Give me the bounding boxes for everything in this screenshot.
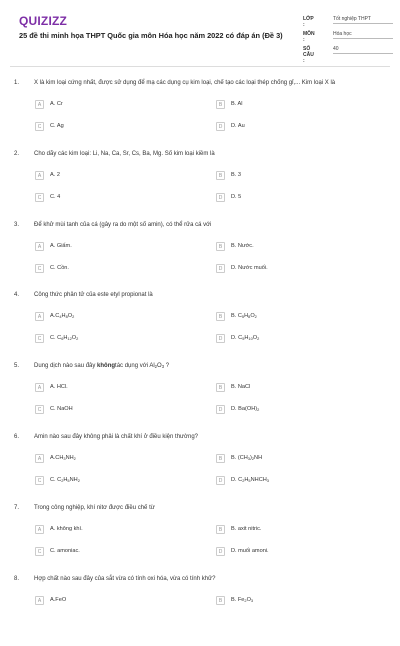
option-letter-box: B: [216, 525, 225, 534]
option-letter-box: C: [35, 264, 44, 273]
option-letter-box: C: [35, 334, 44, 343]
option-text: D. $Ba(OH)_2$: [231, 406, 260, 413]
answer-option-b[interactable]: [216, 596, 366, 608]
question-number: 7.: [14, 504, 20, 511]
option-text: D. Nước muối.: [231, 264, 268, 271]
answer-option-a[interactable]: [35, 525, 185, 537]
question-1: [0, 80, 400, 150]
answer-option-c[interactable]: [35, 193, 185, 205]
worksheet-title: 25 đề thi minh họa THPT Quốc gia môn Hóa học năm 2022 có đáp án (Đề 3): [19, 31, 283, 40]
question-2: [0, 151, 400, 221]
question-8: [0, 576, 400, 646]
option-letter-box: B: [216, 171, 225, 180]
option-text: A. Giấm.: [50, 242, 72, 249]
option-letter-box: C: [35, 476, 44, 485]
question-text: Để khử mùi tanh của cá (gây ra do một số amin), có thể rửa cá với: [34, 221, 212, 228]
option-letter-box: B: [216, 454, 225, 463]
option-text: C. NaOH: [50, 406, 73, 413]
answer-option-b[interactable]: [216, 454, 366, 466]
option-letter-box: B: [216, 242, 225, 251]
option-text: B. $Fe_2O_3$: [231, 596, 254, 603]
answer-option-d[interactable]: [216, 334, 366, 346]
answer-option-b[interactable]: [216, 171, 366, 183]
option-text: D. Au: [231, 123, 245, 129]
question-text: X là kim loại cứng nhất, được sử dụng để mạ các dụng cụ kim loại, chế tạo các loại thép chống gỉ,... Kim loại X là: [34, 80, 336, 86]
option-text: C. Cồn.: [50, 264, 69, 271]
question-number: 6.: [14, 434, 20, 440]
option-letter-box: C: [35, 547, 44, 556]
question-7: [0, 505, 400, 575]
option-letter-box: D: [216, 476, 225, 485]
answer-option-c[interactable]: [35, 334, 185, 346]
option-letter-box: D: [216, 122, 225, 131]
option-text: A.FeO: [50, 596, 67, 603]
option-text: C. $C_2H_5NH_2$: [50, 477, 80, 483]
meta-subject-value: Hóa học: [333, 31, 393, 39]
question-text: Amin nào sau đây không phải là chất khí ở điều kiện thường?: [34, 434, 198, 440]
option-text: B. NaCl: [231, 384, 251, 391]
option-text: B. $C_5H_8O_2$: [231, 313, 257, 320]
meta-class-label: LỚP :: [303, 16, 314, 28]
question-number: 3.: [14, 221, 20, 228]
question-3: [0, 222, 400, 292]
option-letter-box: D: [216, 334, 225, 343]
question-text: Trong công nghiệp, khí nitơ được điều chế từ: [34, 504, 155, 511]
answer-option-c[interactable]: [35, 476, 185, 488]
option-letter-box: D: [216, 405, 225, 414]
answer-option-d[interactable]: [216, 476, 366, 488]
option-text: $A.C_4H_8O_2$: [50, 313, 75, 320]
answer-option-b[interactable]: [216, 383, 366, 395]
option-text: B. Nước.: [231, 242, 254, 249]
option-letter-box: B: [216, 100, 225, 109]
question-number: 2.: [14, 150, 20, 157]
answer-option-a[interactable]: [35, 596, 185, 608]
question-number: 1.: [14, 80, 20, 86]
question-4: [0, 292, 400, 362]
option-text: A. không khí.: [50, 525, 83, 532]
option-text: C. $C_6H_{12}O_2$: [50, 335, 79, 342]
option-letter-box: A: [35, 171, 44, 180]
question-6: [0, 434, 400, 504]
meta-count-label: SỐ CÂU :: [303, 46, 314, 64]
option-letter-box: A: [35, 242, 44, 251]
option-letter-box: A: [35, 383, 44, 392]
question-text: Công thức phân tử của este etyl propionat là: [34, 292, 153, 299]
option-text: B. Al: [231, 101, 243, 107]
meta-subject-label: MÔN :: [303, 31, 315, 43]
option-text: A. Cr: [50, 101, 63, 107]
option-letter-box: A: [35, 312, 44, 321]
question-text: Cho dãy các kim loại: Li, Na, Ca, Sr, Cs, Ba, Mg. Số kim loại kiềm là: [34, 150, 215, 157]
meta-count-value: 40: [333, 46, 393, 54]
option-text: $A.CH_3NH_2$: [50, 455, 76, 461]
option-text: C. 4: [50, 193, 61, 200]
worksheet-header: [0, 0, 400, 62]
question-number: 4.: [14, 292, 20, 299]
answer-option-c[interactable]: [35, 547, 185, 559]
answer-option-a[interactable]: [35, 454, 185, 466]
answer-option-a[interactable]: [35, 171, 185, 183]
question-number: 8.: [14, 575, 20, 582]
answer-option-b[interactable]: [216, 242, 366, 254]
option-text: B. axit nitric.: [231, 525, 262, 532]
option-letter-box: D: [216, 193, 225, 202]
answer-option-a[interactable]: [35, 242, 185, 254]
meta-class-value: Tốt nghiệp THPT: [333, 16, 393, 24]
header-divider: [10, 66, 390, 67]
option-text: B. $(CH_3)_2NH$: [231, 455, 263, 461]
option-letter-box: C: [35, 122, 44, 131]
option-letter-box: A: [35, 596, 44, 605]
quizizz-logo: QUIZIZZ: [19, 14, 68, 28]
option-letter-box: D: [216, 264, 225, 273]
answer-option-c[interactable]: [35, 264, 185, 276]
answer-option-d[interactable]: [216, 405, 366, 417]
option-letter-box: A: [35, 100, 44, 109]
option-text: D. 5: [231, 193, 242, 200]
option-letter-box: A: [35, 454, 44, 463]
option-letter-box: C: [35, 193, 44, 202]
option-letter-box: C: [35, 405, 44, 414]
answer-option-a[interactable]: [35, 383, 185, 395]
answer-option-d[interactable]: [216, 547, 366, 559]
option-text: B. 3: [231, 171, 241, 178]
answer-option-d[interactable]: [216, 122, 366, 134]
answer-option-b[interactable]: [216, 525, 366, 537]
answer-option-c[interactable]: [35, 405, 185, 417]
answer-option-d[interactable]: [216, 264, 366, 276]
answer-option-a[interactable]: [35, 100, 185, 112]
answer-option-d[interactable]: [216, 193, 366, 205]
question-text: Dung dịch nào sau đây khôngtác dụng với $Al_2O_3$ ?: [34, 363, 170, 370]
answer-option-b[interactable]: [216, 100, 366, 112]
question-5: [0, 363, 400, 433]
option-text: A. HCl.: [50, 384, 68, 391]
question-number: 5.: [14, 363, 20, 370]
answer-option-c[interactable]: [35, 122, 185, 134]
option-text: D. muối amoni.: [231, 547, 269, 554]
option-letter-box: B: [216, 596, 225, 605]
question-text: Hợp chất nào sau đây của sắt vừa có tính oxi hóa, vừa có tính khử?: [34, 575, 216, 582]
option-letter-box: B: [216, 383, 225, 392]
option-text: D. $C_2H_5NHCH_3$: [231, 477, 269, 483]
answer-option-b[interactable]: [216, 312, 366, 324]
option-text: C. amoniac.: [50, 547, 80, 554]
option-letter-box: A: [35, 525, 44, 534]
option-letter-box: D: [216, 547, 225, 556]
option-letter-box: B: [216, 312, 225, 321]
answer-option-a[interactable]: [35, 312, 185, 324]
option-text: D. $C_5H_{10}O_2$: [231, 335, 260, 342]
option-text: C. Ag: [50, 123, 64, 129]
option-text: A. 2: [50, 171, 60, 178]
